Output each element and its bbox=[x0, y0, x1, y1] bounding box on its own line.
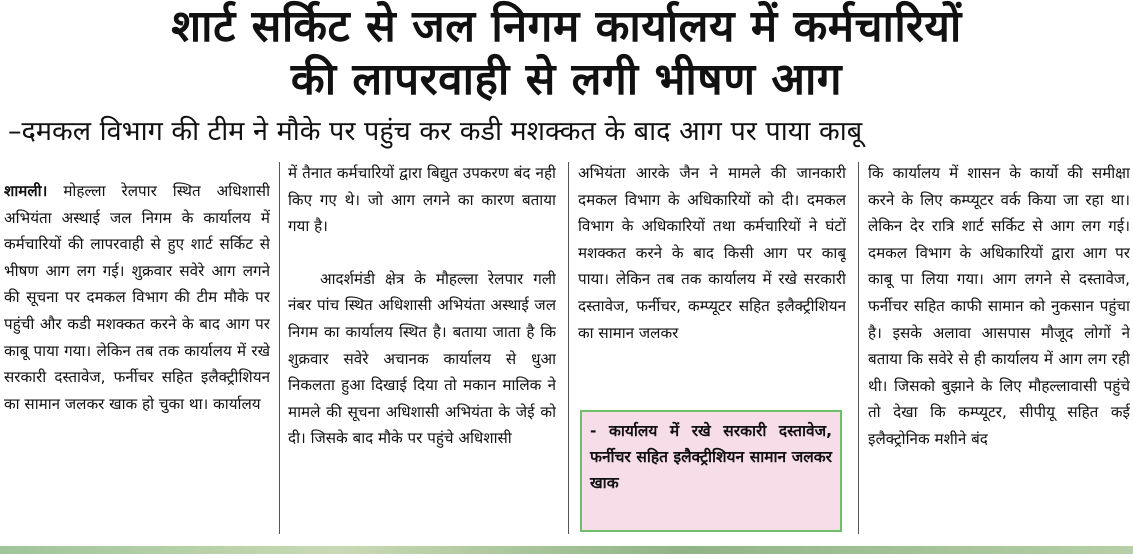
pull-quote-box: - कार्यालय में रखे सरकारी दस्तावेज, फर्नीचर सहित इलैक्ट्रीशियन सामान जलकर खाक bbox=[580, 410, 842, 532]
headline-line-2: की लापरवाही से लगी भीषण आग bbox=[290, 54, 843, 105]
column-3-text: अभियंता आरके जैन ने मामले की जानकारी दमकल विभाग के अधिकारियों को दी। दमकल विभाग के अधिकारियों तथा कर्मचारियों ने घंटों मशक्कत करने के बाद किसी आग पर काबू पाया। लेकिन तब तक कार्यालय में रखे सरकारी दस्तावेज, फर्नीचर, कम्प्यूटर सहित इलैक्ट्रीशियन का सामान जलकर bbox=[578, 164, 846, 342]
column-4-text: कि कार्यालय में शासन के कार्यो की समीक्षा करने के लिए कम्प्यूटर वर्क किया जा रहा था। लेकिन देर रात्रि शार्ट सर्किट से आग लग गई। दमकल विभाग के अधिकारियों द्वारा आग पर काबू पा लिया गया। आग लगने से दस्तावेज, फर्नीचर सहित काफी सामान को नुकसान पहुंचा है। इसके अलावा आसपास मौजूद लोगों ने बताया कि सवेरे से ही कार्यालय में आग लग रही थी। जिसको बुझाने के लिए मौहल्लावासी पहुंचे तो देखा कि कम्प्यूटर, सीपीयू सहित कई इलैक्ट्रोनिक मशीने बंद bbox=[868, 164, 1130, 448]
dateline: शामली। bbox=[4, 182, 48, 200]
column-divider bbox=[568, 162, 569, 534]
article-column-2 bbox=[288, 160, 556, 540]
column-2-paragraph-1: में तैनात कर्मचारियों द्वारा बिद्युत उपकरण बंद नही किए गए थे। जो आग लगने का कारण बताया गया है। bbox=[288, 164, 556, 236]
article-column-4 bbox=[868, 160, 1130, 540]
column-2-paragraph-2: आदर्शमंडी क्षेत्र के मौहल्ला रेलपार गली नंबर पांच स्थित अधिशासी अभियंता अस्थाई जल निगम का कार्यालय स्थित है। बताया जाता है कि शुक्रवार सवेरे अचानक कार्यालय से धुआ निकलता हुआ दिखाई दिया तो मकान मालिक ने मामले की सूचना अधिशासी अभियंता के जेई को दी। जिसके बाद मौके पर पहुंचे अधिशासी bbox=[288, 269, 556, 448]
column-1-text: मोहल्ला रेलपार स्थित अधिशासी अभियंता अस्थाई जल निगम के कार्यालय में कर्मचारियों की लापरवाही से हुए शार्ट सर्किट से भीषण आग लग गई। शुक्रवार सवेरे आग लगने की सूचना पर दमकल विभाग की टीम मौके पर पहुंची और कडी मशक्कत करने के बाद आग पर काबू पाया गया। लेकिन तब तक कार्यालय में रखे सरकारी दस्तावेज, फर्नीचर सहित इलैक्ट्रीशियन का सामान जलकर खाक हो चुका था। कार्यालय bbox=[4, 182, 270, 413]
column-divider bbox=[858, 162, 859, 534]
column-divider bbox=[279, 162, 280, 534]
bottom-image-strip bbox=[0, 546, 1133, 554]
subheadline: –दमकल विभाग की टीम ने मौके पर पहुंच कर कडी मशक्कत के बाद आग पर पाया काबू bbox=[8, 116, 863, 147]
article-column-1 bbox=[4, 178, 270, 558]
headline-line-1: शार्ट सर्किट से जल निगम कार्यालय में कर्मचारियों bbox=[171, 1, 962, 52]
article-column-3 bbox=[578, 160, 846, 405]
